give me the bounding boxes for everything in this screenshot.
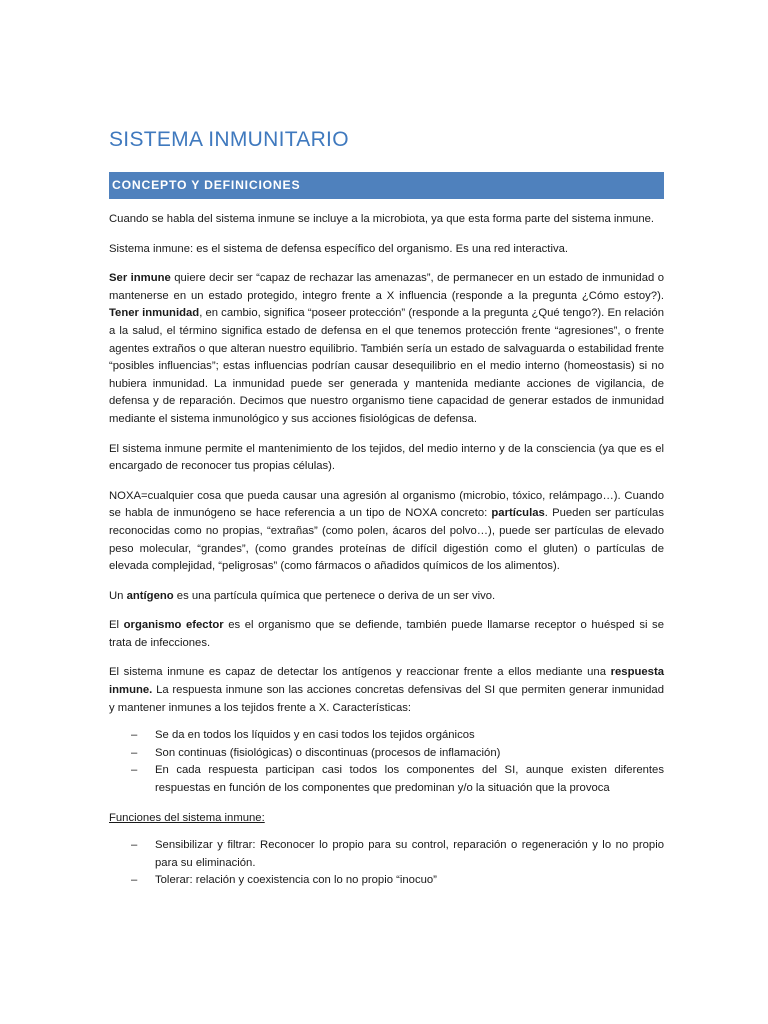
dash-marker: – bbox=[131, 839, 138, 852]
list-item: – Son continuas (fisiológicas) o discontinuas (procesos de inflamación) bbox=[109, 745, 664, 763]
paragraph-organismo-efector bbox=[109, 617, 664, 652]
section-heading-bar: CONCEPTO Y DEFINICIONES bbox=[109, 172, 664, 199]
paragraph-text: es el organismo que se defiende, también puede llamarse receptor o huésped si se trata de infecciones. bbox=[109, 619, 664, 649]
functions-heading: Funciones del sistema inmune: bbox=[109, 811, 265, 824]
bold-term: Tener inmunidad bbox=[109, 307, 200, 320]
paragraph-text: El sistema inmune es capaz de detectar los antígenos y reaccionar frente a ellos mediante una bbox=[109, 666, 611, 679]
characteristics-list bbox=[109, 727, 664, 797]
paragraph-definition: Sistema inmune: es el sistema de defensa específico del organismo. Es una red interactiva. bbox=[109, 242, 569, 255]
paragraph-antigeno bbox=[109, 588, 664, 606]
functions-list bbox=[109, 837, 664, 890]
bold-term: Ser inmune bbox=[109, 272, 171, 285]
paragraph-text: . Pueden ser partículas reconocidas como no propias, “extrañas” (como polen, ácaros del polvo…), puede ser partículas de elevado peso molecular, “grandes”, (como grandes proteínas de difícil digestión como el gluten) o partículas de elevada complejidad, “peligrosas” (como fármacos o añadidos químicos de los alimentos). bbox=[109, 507, 664, 573]
paragraph-noxa bbox=[109, 488, 664, 576]
dash-marker: – bbox=[131, 874, 138, 887]
paragraph-text: Un bbox=[109, 589, 127, 602]
bold-term: antígeno bbox=[126, 589, 174, 602]
paragraph-text: NOXA=cualquier cosa que pueda causar una agresión al organismo (microbio, tóxico, relámpago…). Cuando se habla de inmunógeno se hace referencia a un tipo de NOXA concreto: bbox=[109, 489, 664, 520]
document-title: SISTEMA INMUNITARIO bbox=[109, 128, 349, 151]
paragraph-microbiota: Cuando se habla del sistema inmune se incluye a la microbiota, ya que esta forma parte del sistema inmune. bbox=[109, 213, 655, 225]
document-body bbox=[109, 211, 664, 900]
paragraph-text: es una partícula química que pertenece o deriva de un ser vivo. bbox=[173, 589, 496, 602]
paragraph-text: La respuesta inmune son las acciones concretas defensivas del SI que permiten generar inmunidad y mantener inmunes a los tejidos frente a X. Características: bbox=[109, 684, 664, 714]
paragraph-respuesta-inmune bbox=[109, 664, 664, 717]
paragraph-inmunidad bbox=[109, 270, 664, 428]
list-item: – Tolerar: relación y coexistencia con lo no propio “inocuo” bbox=[109, 872, 664, 890]
paragraph-text: , en cambio, significa “poseer protección” (responde a la pregunta ¿Qué tengo?). En relación a la salud, el término significa estado de defensa en el que tenemos protección frente “agresiones”, o frente agentes extraños o que alteran nuestro equilibrio. También sería un estado de salvaguarda o estabilidad frente “posibles influencias”; estas influencias podrían causar desequilibrio en el medio interno (homeostasis) si no hubiera inmunidad. La inmunidad puede ser generada y mantenida mediante acciones de vigilancia, de defensa y de reparación. Decimos que nuestro organismo tiene capacidad de generar estados de inmunidad mediante el sistema inmunológico y sus acciones fisiológicas de defensa. bbox=[109, 307, 664, 425]
paragraph-text: El bbox=[109, 619, 124, 632]
bold-term: respuesta inmune. bbox=[109, 666, 664, 697]
list-item: – Se da en todos los líquidos y en casi todos los tejidos orgánicos bbox=[109, 727, 664, 745]
paragraph-mantenimiento: El sistema inmune permite el mantenimiento de los tejidos, del medio interno y de la consciencia (ya que es el encargado de reconocer tus propias células). bbox=[109, 442, 664, 473]
list-item: – Sensibilizar y filtrar: Reconocer lo propio para su control, reparación o regeneración y lo no propio para su eliminación. bbox=[131, 839, 664, 869]
bold-term: partículas bbox=[491, 507, 545, 520]
list-item: – En cada respuesta participan casi todos los componentes del SI, aunque existen diferentes respuestas en función de los componentes que predominan y/o la situación que la provoca bbox=[131, 764, 664, 795]
bold-term: organismo efector bbox=[123, 619, 224, 632]
paragraph-text: quiere decir ser “capaz de rechazar las amenazas”, de permanecer en un estado de inmunidad o mantenerse en un estado protegido, integro frente a X influencia (responde a la pregunta ¿Cómo estoy?). bbox=[109, 272, 664, 302]
dash-marker: – bbox=[131, 729, 138, 742]
dash-marker: – bbox=[131, 764, 138, 777]
dash-marker: – bbox=[131, 746, 138, 759]
